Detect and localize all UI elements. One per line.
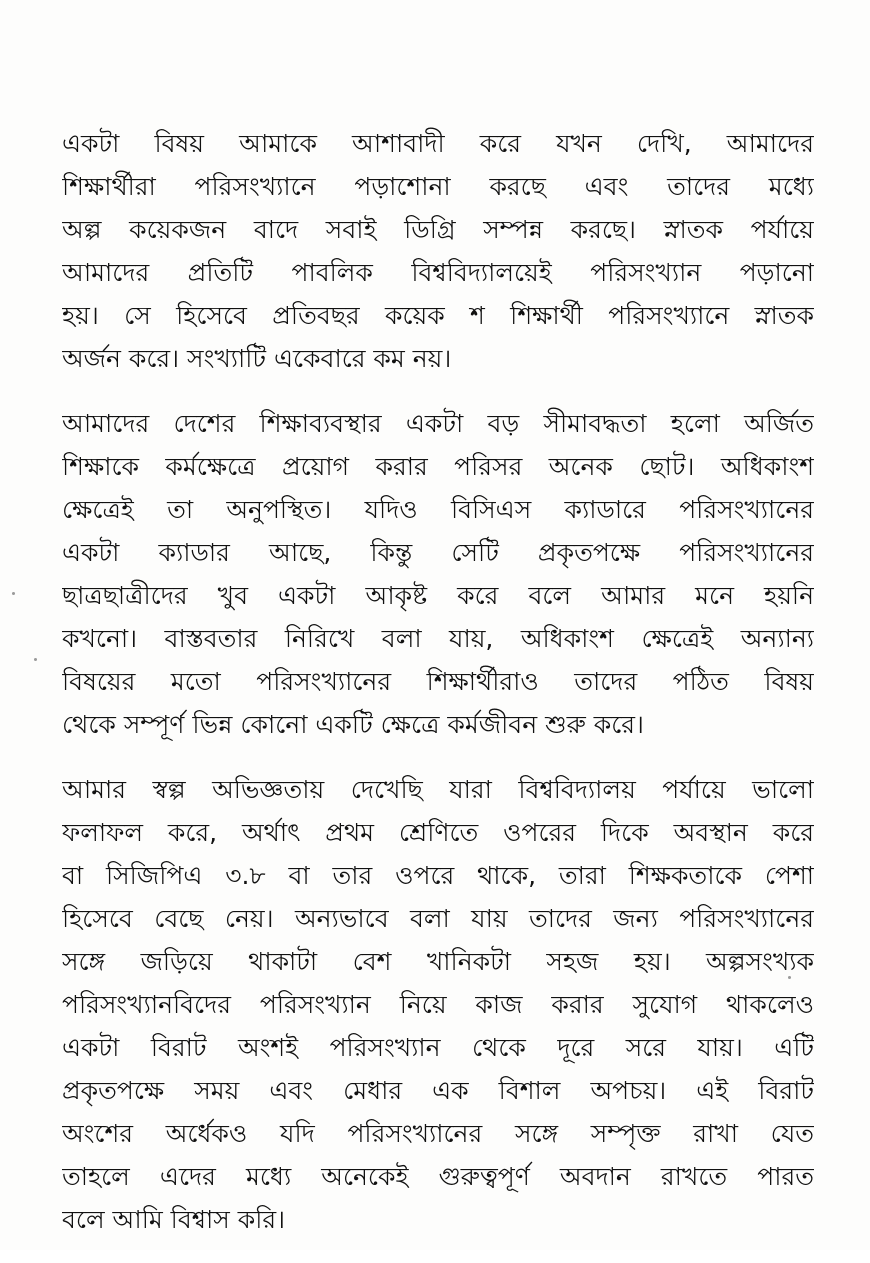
text-line: কখনো। বাস্তবতার নিরিখে বলা যায়, অধিকাংশ ক্ষেত্রেই অন্যান্য: [62, 624, 814, 653]
text-line: তাহলে এদের মধ্যে অনেকেই গুরুত্বপূর্ণ অবদান রাখতে পারত: [62, 1162, 814, 1191]
paragraph-2: [62, 402, 814, 746]
text-line: ফলাফল করে, অর্থাৎ প্রথম শ্রেণিতে ওপরের দিকে অবস্থান করে: [62, 818, 814, 847]
text-line: ছাত্রছাত্রীদের খুব একটা আকৃষ্ট করে বলে আমার মনে হয়নি: [62, 581, 814, 610]
text-line: একটা বিষয় আমাকে আশাবাদী করে যখন দেখি, আমাদের: [62, 129, 814, 158]
text-line: অংশের অর্ধেকও যদি পরিসংখ্যানের সঙ্গে সম্পৃক্ত রাখা যেত: [62, 1119, 814, 1148]
paragraph-3: [62, 768, 814, 1241]
text-line: অর্জন করে। সংখ্যাটি একেবারে কম নয়।: [62, 344, 452, 373]
text-line: বা সিজিপিএ ৩.৮ বা তার ওপরে থাকে, তারা শিক্ষকতাকে পেশা: [62, 861, 814, 890]
text-line: বলে আমি বিশ্বাস করি।: [62, 1205, 286, 1234]
paragraph-1: [62, 122, 814, 380]
text-line: থেকে সম্পূর্ণ ভিন্ন কোনো একটি ক্ষেত্রে কর্মজীবন শুরু করে।: [62, 710, 644, 739]
text-line: আমাদের প্রতিটি পাবলিক বিশ্ববিদ্যালয়েই পরিসংখ্যান পড়ানো: [62, 258, 814, 287]
text-line: সঙ্গে জড়িয়ে থাকাটা বেশ খানিকটা সহজ হয়। অল্পসংখ্যক: [62, 947, 814, 976]
text-line: প্রকৃতপক্ষে সময় এবং মেধার এক বিশাল অপচয়। এই বিরাট: [62, 1076, 814, 1105]
body-text: [62, 122, 814, 1263]
scan-speck: [34, 658, 37, 661]
text-line: অল্প কয়েকজন বাদে সবাই ডিগ্রি সম্পন্ন করছে। স্নাতক পর্যায়ে: [62, 215, 814, 244]
text-line: ক্ষেত্রেই তা অনুপস্থিত। যদিও বিসিএস ক্যাডারে পরিসংখ্যানের: [62, 495, 814, 524]
scan-speck: [788, 976, 791, 979]
text-line: বিষয়ের মতো পরিসংখ্যানের শিক্ষার্থীরাও তাদের পঠিত বিষয়: [62, 667, 814, 696]
text-line: শিক্ষার্থীরা পরিসংখ্যানে পড়াশোনা করছে এবং তাদের মধ্যে: [62, 172, 814, 201]
text-line: শিক্ষাকে কর্মক্ষেত্রে প্রয়োগ করার পরিসর অনেক ছোট। অধিকাংশ: [62, 452, 814, 481]
text-line: হিসেবে বেছে নেয়। অন্যভাবে বলা যায় তাদের জন্য পরিসংখ্যানের: [62, 904, 814, 933]
text-line: হয়। সে হিসেবে প্রতিবছর কয়েক শ শিক্ষার্থী পরিসংখ্যানে স্নাতক: [62, 301, 814, 330]
text-line: আমাদের দেশের শিক্ষাব্যবস্থার একটা বড় সীমাবদ্ধতা হলো অর্জিত: [62, 409, 814, 438]
scan-speck: [12, 592, 15, 595]
text-line: পরিসংখ্যানবিদের পরিসংখ্যান নিয়ে কাজ করার সুযোগ থাকলেও: [62, 990, 814, 1019]
text-line: একটা ক্যাডার আছে, কিন্তু সেটি প্রকৃতপক্ষে পরিসংখ্যানের: [62, 538, 814, 567]
text-line: একটা বিরাট অংশই পরিসংখ্যান থেকে দূরে সরে যায়। এটি: [62, 1033, 814, 1062]
text-line: আমার স্বল্প অভিজ্ঞতায় দেখেছি যারা বিশ্ববিদ্যালয় পর্যায়ে ভালো: [62, 775, 814, 804]
